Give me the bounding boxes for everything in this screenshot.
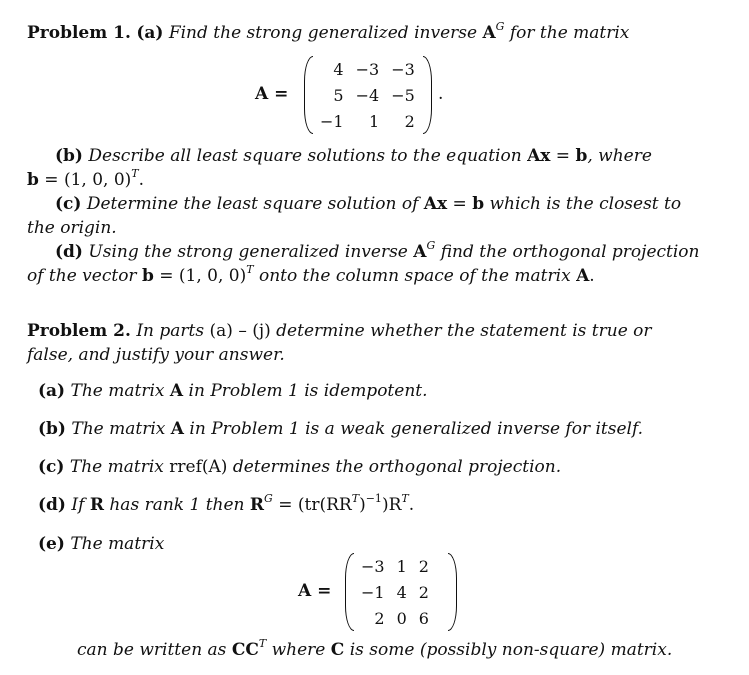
matrix-entry: 6	[418, 608, 429, 628]
matrix-1	[304, 56, 432, 134]
p2-item-b: (b) The matrix A in Problem 1 is a weak generalized inverse for itself.	[38, 419, 644, 439]
p2-item-c: (c) The matrix rref(A) determines the orthogonal projection.	[38, 457, 562, 477]
problem1-line-d: (d) Using the strong generalized inverse $A^G$ find the orthogonal projection	[55, 239, 700, 262]
p2-item-e: (e) The matrix	[38, 534, 165, 554]
problem1-line-c: (c) Determine the least square solution of Ax = b which is the closest to	[55, 194, 682, 214]
matrix-entry: −5	[391, 85, 415, 105]
matrix-row	[355, 553, 435, 579]
matrix-row	[314, 108, 421, 134]
left-paren	[304, 56, 313, 134]
matrix-entry: 4	[396, 582, 407, 602]
matrix-entry: 5	[333, 85, 344, 105]
matrix-entry: −4	[355, 85, 380, 105]
matrix-entry: 2	[418, 582, 429, 602]
matrix-row	[314, 82, 421, 108]
matrix-entry: 1	[396, 556, 407, 576]
matrix-entry: 2	[374, 608, 385, 628]
matrix-entry: −3	[355, 59, 380, 79]
matrix-entry: 1	[369, 111, 380, 131]
matrix-entry: −3	[361, 556, 385, 576]
matrix-entry: 4	[333, 59, 344, 79]
matrix-row	[355, 605, 435, 631]
right-paren	[448, 553, 457, 631]
p2-item-d: (d) If R has rank 1 then $R^G = (tr(RR^T)^{-1})R^T$.	[38, 492, 415, 515]
matrix-entry: 2	[418, 556, 429, 576]
right-paren	[423, 56, 432, 134]
matrix-1-entries	[314, 56, 421, 134]
left-paren	[345, 553, 354, 631]
matrix-2-entries	[355, 553, 435, 631]
matrix-entry: 0	[396, 608, 407, 628]
matrix-row	[355, 579, 435, 605]
matrix-entry: 2	[404, 111, 415, 131]
matrix-2	[345, 553, 457, 631]
problem2-heading: Problem 2.	[27, 321, 131, 341]
problem1-heading: Problem 1.	[27, 23, 131, 43]
problem1-line-b: (b) Describe all least square solutions to the equation Ax = b, where	[55, 146, 652, 166]
matrix-entry: −3	[391, 59, 415, 79]
matrix-row	[314, 56, 421, 82]
part-a-label: (a)	[136, 23, 164, 43]
matrix-entry: −1	[320, 111, 344, 131]
matrix-lhs: A =	[255, 84, 289, 104]
p2-item-a: (a) The matrix A in Problem 1 is idempotent.	[38, 381, 428, 401]
p2-closing: can be written as $CC^T$ where C is some (possibly non-square) matrix.	[77, 637, 673, 660]
matrix-entry: −1	[361, 582, 385, 602]
problem2-line-intro: Problem 2. In parts (a) – (j) determine whether the statement is true or	[27, 321, 652, 341]
matrix-2-lhs: A =	[298, 581, 332, 601]
problem1-line-a: Problem 1. (a) Find the strong generalized inverse $A^G$ for the matrix	[27, 20, 630, 43]
